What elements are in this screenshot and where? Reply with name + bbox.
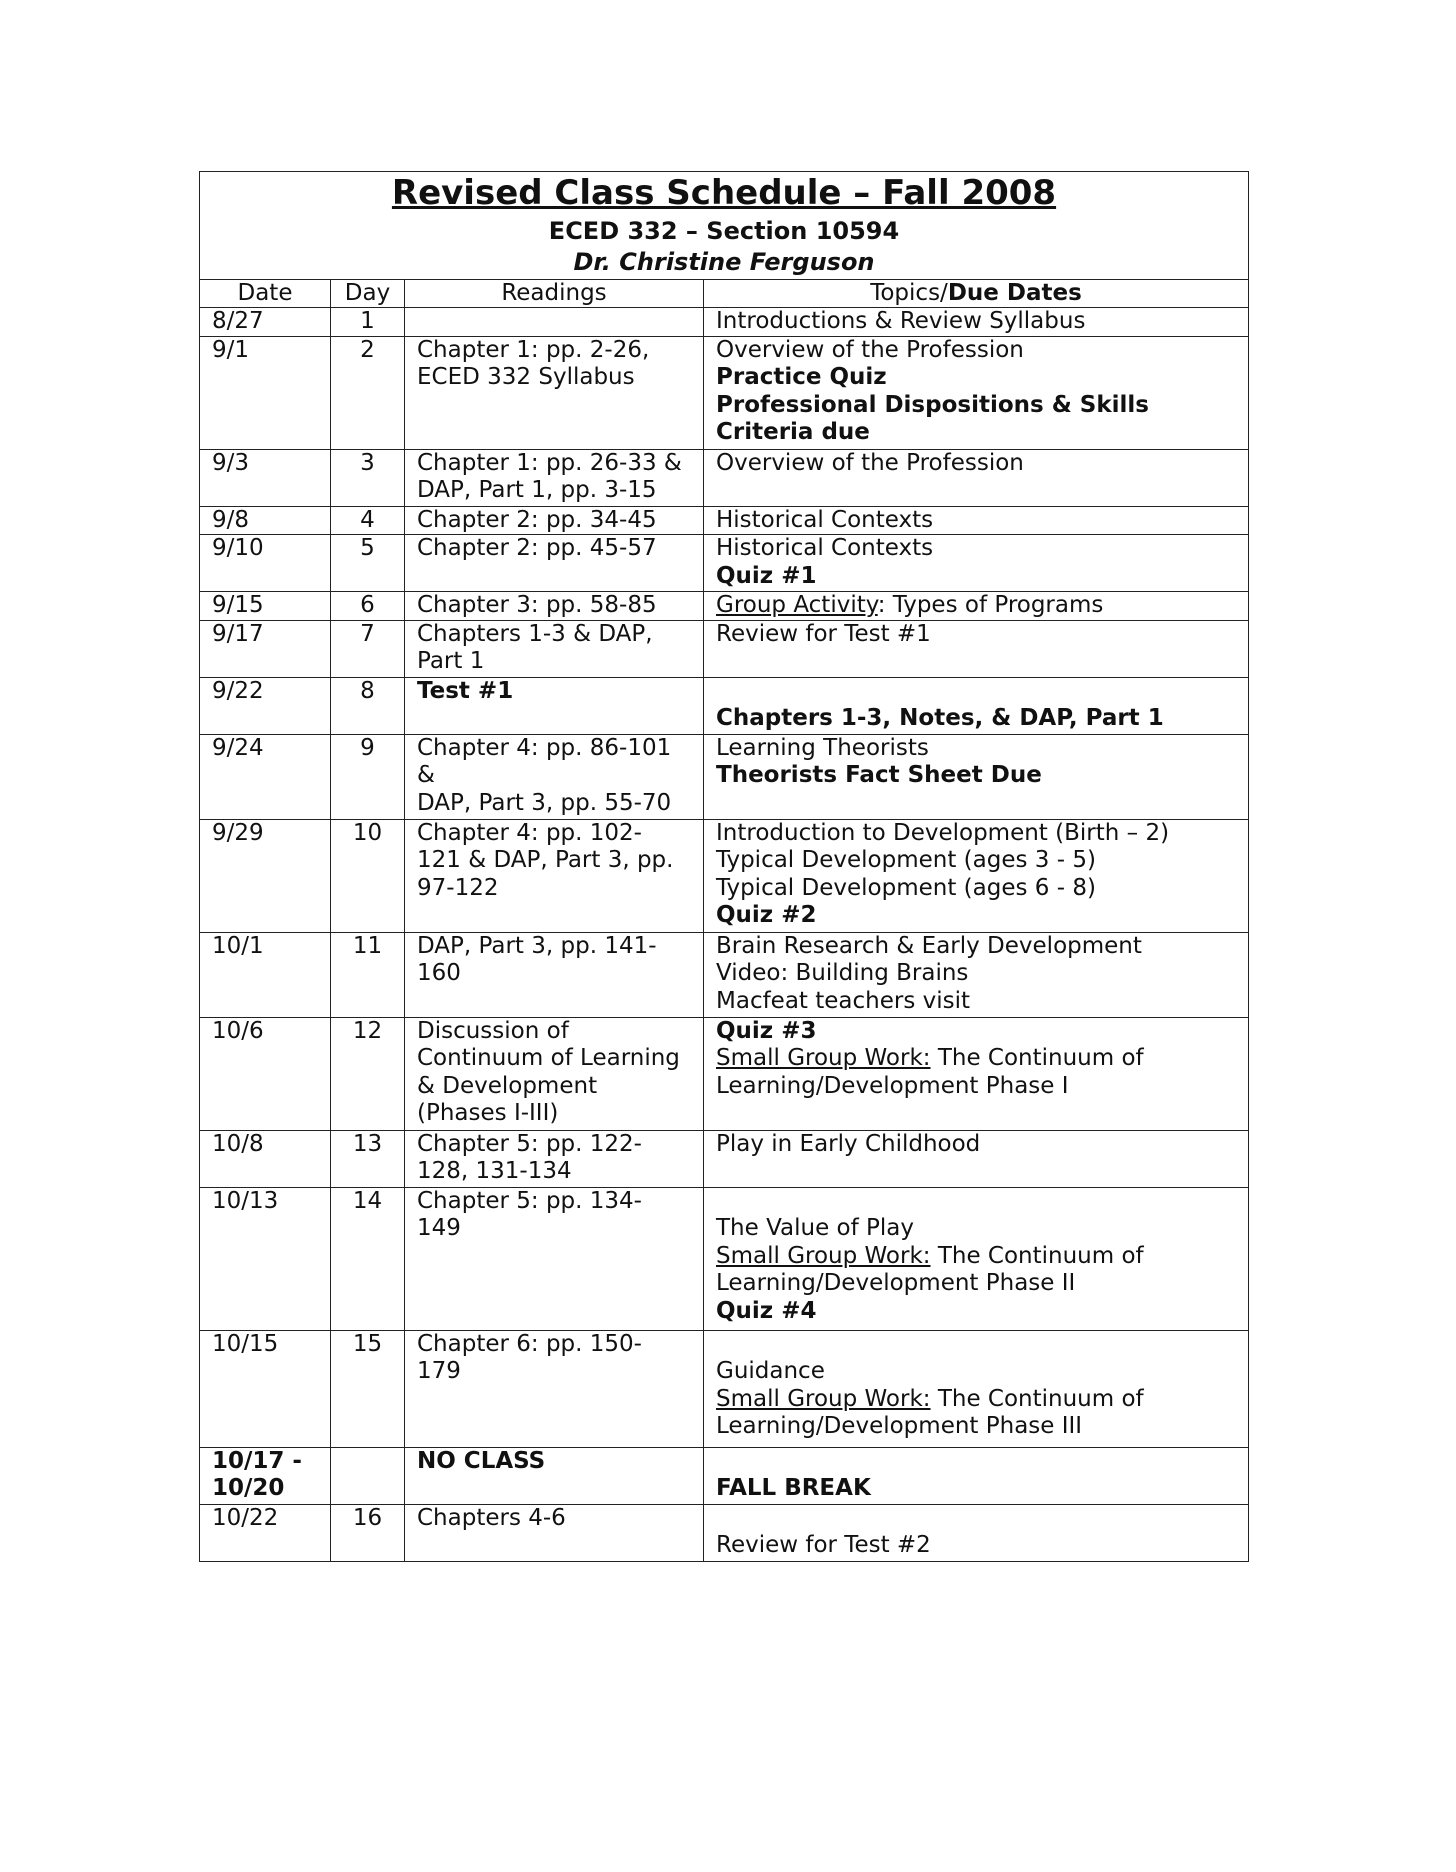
cell-date [200,932,331,1017]
date-text: 9/8 [212,506,250,533]
topic-text: Quiz #2 [716,902,817,928]
cell-readings [405,449,704,506]
column-header-readings: Readings [405,280,704,308]
reading-text: & Development [417,1072,598,1099]
reading-text: DAP, Part 3, pp. 141- [417,932,657,959]
date-text: 8/27 [212,308,264,334]
topic-text: Play in Early Childhood [716,1130,981,1157]
cell-topics [704,932,1249,1017]
spacer [716,1188,1236,1216]
topic-text: FALL BREAK [716,1475,871,1501]
reading-text: Chapter 2: pp. 45-57 [417,535,657,561]
cell-date [200,535,331,592]
cell-day: 2 [331,336,405,449]
cell-date [200,1017,331,1130]
cell-date [200,336,331,449]
reading-text: Chapters 4-6 [417,1504,566,1531]
topic-text: Learning/Development Phase III [716,1413,1083,1439]
topic-underlined: Group Activity [716,592,878,618]
spacer [716,678,1236,706]
date-text: 10/22 [212,1504,279,1531]
topic-text: Quiz #4 [716,1297,817,1324]
cell-readings [405,819,704,932]
reading-text: Chapters 1-3 & DAP, [417,620,653,647]
topic-underlined: Small Group Work: [716,1385,931,1412]
cell-topics [704,1447,1249,1504]
cell-date [200,819,331,932]
cell-day: 6 [331,592,405,621]
cell-day: 10 [331,819,405,932]
cell-day: 1 [331,308,405,337]
table-header-row [200,172,1249,280]
date-text: 10/8 [212,1130,264,1157]
cell-day: 15 [331,1330,405,1447]
column-headers [200,280,1249,308]
reading-text: Discussion of [417,1017,569,1044]
reading-text: DAP, Part 3, pp. 55-70 [417,789,672,816]
topic-text: Small Group Work: The Continuum of [716,1242,1144,1269]
cell-readings [405,1130,704,1187]
topic-text: Introductions & Review Syllabus [716,308,1086,334]
cell-date [200,1130,331,1187]
cell-date [200,677,331,734]
topic-text: Typical Development (ages 6 - 8) [716,874,1096,901]
cell-topics [704,1330,1249,1447]
reading-text: 97-122 [417,874,499,901]
topic-underlined: Small Group Work: [716,1045,931,1071]
reading-text: Chapter 1: pp. 26-33 & [417,449,682,476]
date-text: 10/20 [212,1475,285,1501]
reading-text: Chapter 4: pp. 86-101 [417,734,672,761]
topic-text: Small Group Work: The Continuum of [716,1045,1144,1071]
date-text: 9/10 [212,535,264,561]
topic-text: Quiz #1 [716,562,817,589]
cell-readings [405,677,704,734]
cell-day: 16 [331,1504,405,1561]
table-row [200,1504,1249,1561]
cell-readings [405,535,704,592]
cell-topics [704,449,1249,506]
column-header-topics [704,280,1249,308]
table-row [200,932,1249,1017]
cell-readings [405,932,704,1017]
cell-day: 12 [331,1017,405,1130]
cell-topics [704,1017,1249,1130]
column-header-day: Day [331,280,405,308]
reading-text: Chapter 5: pp. 122- [417,1130,642,1157]
cell-readings [405,1187,704,1330]
topic-text: Learning/Development Phase I [716,1072,1069,1099]
cell-day: 8 [331,677,405,734]
cell-readings [405,506,704,535]
table-row [200,592,1249,621]
spacer [716,1505,1236,1533]
topic-text: Learning/Development Phase II [716,1270,1076,1296]
cell-readings [405,620,704,677]
reading-text: Chapter 5: pp. 134- [417,1187,642,1214]
topic-text: Theorists Fact Sheet Due [716,762,1042,788]
topic-text: Chapters 1-3, Notes, & DAP, Part 1 [716,705,1164,731]
instructor-name: Dr. Christine Ferguson [573,248,875,276]
topic-text: The Value of Play [716,1215,915,1241]
table-row [200,1017,1249,1130]
reading-text: DAP, Part 1, pp. 3-15 [417,477,657,503]
table-row [200,819,1249,932]
cell-topics [704,336,1249,449]
reading-text: Chapter 6: pp. 150- [417,1330,642,1357]
cell-day: 14 [331,1187,405,1330]
cell-topics [704,819,1249,932]
cell-day: 11 [331,932,405,1017]
date-text: 10/1 [212,932,264,959]
reading-text: (Phases I-III) [417,1100,559,1126]
cell-topics [704,734,1249,819]
date-text: 9/1 [212,336,250,363]
schedule-table [199,171,1249,1562]
reading-text: 149 [417,1215,461,1241]
cell-topics [704,1187,1249,1330]
cell-readings [405,592,704,621]
reading-text: Test #1 [417,677,514,704]
cell-readings [405,734,704,819]
page-title: Revised Class Schedule – Fall 2008 [391,173,1057,213]
topic-text: Macfeat teachers visit [716,987,971,1014]
date-text: 9/24 [212,734,264,761]
cell-day: 4 [331,506,405,535]
reading-text: 121 & DAP, Part 3, pp. [417,847,674,873]
reading-text: Part 1 [417,648,485,674]
table-row [200,1187,1249,1330]
cell-day: 5 [331,535,405,592]
topic-text: Typical Development (ages 3 - 5) [716,847,1096,873]
topics-label: Topics/ [870,280,948,306]
topic-text: Group Activity: Types of Programs [716,592,1104,618]
cell-topics [704,308,1249,337]
topic-text: Video: Building Brains [716,960,969,986]
cell-readings [405,1017,704,1130]
cell-day: 7 [331,620,405,677]
topic-text: Historical Contexts [716,506,934,533]
reading-text: Chapter 1: pp. 2-26, [417,336,650,363]
date-text: 9/3 [212,449,250,476]
table-row [200,1447,1249,1504]
date-text: 9/17 [212,620,264,647]
table-row [200,506,1249,535]
topic-text: Introduction to Development (Birth – 2) [716,819,1170,846]
cell-date [200,1187,331,1330]
topic-text: Guidance [716,1358,825,1384]
cell-readings [405,336,704,449]
reading-text: ECED 332 Syllabus [417,364,635,390]
date-text: 9/22 [212,677,264,704]
schedule-rows [200,308,1249,1562]
table-row [200,449,1249,506]
cell-date [200,592,331,621]
cell-date [200,308,331,337]
spacer [716,1448,1236,1476]
topic-text: Overview of the Profession [716,449,1024,476]
cell-date [200,1447,331,1504]
reading-text: & [417,762,435,788]
topic-text: Overview of the Profession [716,336,1024,363]
reading-text: Continuum of Learning [417,1045,680,1071]
cell-date [200,506,331,535]
reading-text: Chapter 3: pp. 58-85 [417,592,657,618]
cell-readings [405,1447,704,1504]
cell-date [200,449,331,506]
cell-date [200,620,331,677]
table-row [200,620,1249,677]
date-text: 10/17 - [212,1447,302,1474]
reading-text: 179 [417,1358,461,1384]
table-row [200,535,1249,592]
date-text: 10/15 [212,1330,279,1357]
schedule-document [199,171,1248,1562]
course-section: ECED 332 – Section 10594 [548,217,900,245]
schedule-header [200,172,1249,280]
topic-underlined: Small Group Work: [716,1242,931,1269]
cell-topics [704,1130,1249,1187]
due-dates-label: Due Dates [947,280,1082,306]
topic-text: Small Group Work: The Continuum of [716,1385,1144,1412]
cell-readings [405,1330,704,1447]
reading-text: Chapter 2: pp. 34-45 [417,506,657,533]
cell-date [200,1330,331,1447]
cell-topics [704,1504,1249,1561]
cell-topics [704,535,1249,592]
cell-topics [704,506,1249,535]
reading-text: Chapter 4: pp. 102- [417,819,642,846]
cell-date [200,734,331,819]
cell-topics [704,620,1249,677]
topic-text: Quiz #3 [716,1017,817,1044]
cell-readings [405,308,704,337]
topic-text: Learning Theorists [716,734,929,761]
topic-text: Criteria due [716,419,870,445]
reading-text: NO CLASS [417,1447,546,1474]
cell-topics [704,592,1249,621]
table-row [200,677,1249,734]
topic-text: Practice Quiz [716,364,887,390]
topic-text: Historical Contexts [716,535,934,561]
reading-text: 160 [417,960,461,986]
reading-text: 128, 131-134 [417,1158,572,1184]
column-header-date: Date [200,280,331,308]
topic-text: Brain Research & Early Development [716,932,1142,959]
date-text: 10/6 [212,1017,264,1044]
topic-text: Review for Test #1 [716,620,931,647]
cell-day: 13 [331,1130,405,1187]
table-row [200,734,1249,819]
topic-text: Review for Test #2 [716,1532,931,1558]
cell-topics [704,677,1249,734]
table-row [200,1330,1249,1447]
topic-text: Professional Dispositions & Skills [716,391,1149,418]
table-row [200,1130,1249,1187]
cell-day: 9 [331,734,405,819]
table-row [200,308,1249,337]
date-text: 9/15 [212,592,264,618]
date-text: 10/13 [212,1187,279,1214]
table-row [200,336,1249,449]
cell-day: 3 [331,449,405,506]
cell-readings [405,1504,704,1561]
cell-day [331,1447,405,1504]
spacer [716,1331,1236,1359]
cell-date [200,1504,331,1561]
date-text: 9/29 [212,819,264,846]
